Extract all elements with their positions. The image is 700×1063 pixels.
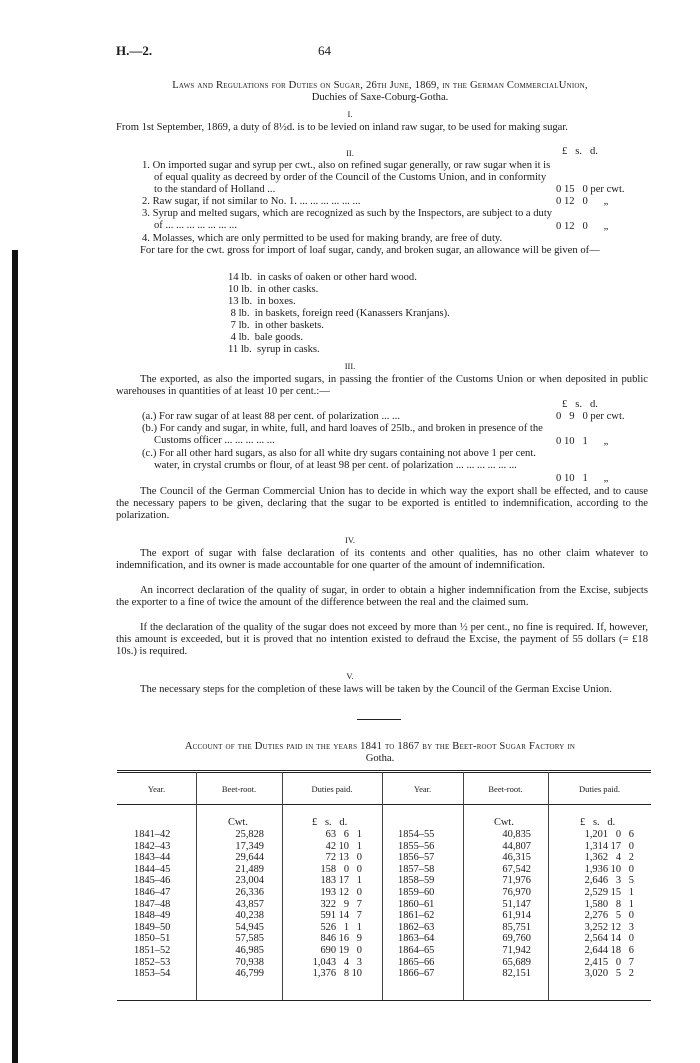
duties-paid-cell: 2,276 5 0 (584, 910, 634, 922)
section-3-intro: The exported, as also the imported sugars, in passing the frontier of the Customs Union or when deposited in public warehouses in quantities of at least 10 per cent.:— (116, 374, 648, 398)
beet-root-cell: 76,970 (502, 886, 531, 898)
year-cell: 1852–53 (134, 956, 171, 968)
column-header-year: Year. (147, 784, 166, 794)
beet-root-cell: 26,336 (235, 886, 264, 898)
duties-paid-cell: 72 13 0 (325, 852, 362, 864)
section-4-paragraph: An incorrect declaration of the quality of sugar, in order to obtain a higher indemnification from the Excise, subjects the exporter to a fine of twice the amount of the difference between the real and the claimed sum. (116, 585, 648, 609)
tare-line: 14 lb. in casks of oaken or other hard wood. (228, 272, 417, 283)
beet-root-cell: 23,004 (235, 875, 264, 887)
beet-root-cell: 71,976 (502, 875, 531, 887)
year-cell: 1847–48 (134, 898, 171, 910)
currency-header-3: £ s. d. (562, 399, 598, 410)
year-cell: 1844–45 (134, 863, 171, 875)
duty-item-2-amount: 0 12 0 „ (556, 196, 609, 207)
account-title-text: Account of the Duties paid in the years 1841 to 1867 by the Beet-root Sugar Factory in (184, 741, 576, 752)
polarization-item-c: (c.) For all other hard sugars, as also for all white dry sugars containing not above 1 per cent. water, in crystal crumbs or flour, of at least 98 per cent. of polarization ... ... ... ... ... ... (142, 448, 536, 472)
unit-cwt: Cwt. (494, 817, 514, 828)
duties-paid-cell: 1,936 10 0 (584, 863, 634, 875)
year-cell: 1846–47 (134, 886, 171, 898)
beet-root-cell: 67,542 (502, 863, 531, 875)
beet-root-cell: 44,807 (502, 840, 531, 852)
tare-intro: For tare for the cwt. gross for import of loaf sugar, candy, and broken sugar, an allowance will be given of— (140, 245, 600, 256)
year-cell: 1861–62 (398, 910, 435, 922)
year-cell: 1863–64 (398, 933, 435, 945)
account-title-line1 (110, 741, 650, 753)
year-cell: 1864–65 (398, 944, 435, 956)
duties-paid-cell: 3,252 12 3 (584, 921, 634, 933)
duties-paid-cell: 1,580 8 1 (584, 898, 634, 910)
section-5-text: The necessary steps for the completion of these laws will be taken by the Council of the German Excise Union. (140, 684, 612, 695)
column-right-years (398, 829, 434, 980)
beet-root-cell: 46,799 (235, 968, 264, 980)
document-title-line2: Duchies of Saxe-Coburg-Gotha. (311, 92, 449, 103)
beet-root-cell: 43,857 (235, 898, 264, 910)
column-header-beet-root: Beet-root. (221, 784, 257, 794)
beet-root-cell: 65,689 (502, 956, 531, 968)
beet-root-cell: 85,751 (502, 921, 531, 933)
duties-paid-cell: 2,415 0 7 (584, 956, 634, 968)
column-left-years (134, 829, 170, 980)
year-cell: 1848–49 (134, 910, 171, 922)
polarization-item-c-amount: 0 10 1 „ (556, 473, 609, 484)
year-cell: 1858–59 (398, 875, 435, 887)
beet-root-cell: 21,489 (235, 863, 264, 875)
account-title-line2: Gotha. (365, 753, 395, 764)
duties-paid-cell: 2,564 14 0 (584, 933, 634, 945)
column-divider (196, 772, 197, 1000)
section-1-text: From 1st September, 1869, a duty of 8½d. is to be levied on inland raw sugar, to be used for making sugar. (116, 122, 568, 133)
tare-line: 7 lb. in other baskets. (228, 320, 324, 331)
duties-paid-cell: 183 17 1 (320, 875, 362, 887)
table-header-rule (117, 804, 651, 805)
beet-root-cell: 29,644 (235, 852, 264, 864)
duties-paid-cell: 591 14 7 (320, 910, 362, 922)
column-divider (548, 772, 549, 1000)
beet-root-cell: 69,760 (502, 933, 531, 945)
tare-line: 8 lb. in baskets, foreign reed (Kanassers Kranjans). (228, 308, 450, 319)
duty-item-2: 2. Raw sugar, if not similar to No. 1. ... ... ... ... ... ... (142, 196, 361, 207)
year-cell: 1842–43 (134, 840, 171, 852)
year-cell: 1856–57 (398, 852, 435, 864)
duties-paid-cell: 2,529 15 1 (584, 886, 634, 898)
section-divider (357, 719, 401, 720)
beet-root-cell: 17,349 (235, 840, 264, 852)
year-cell: 1857–58 (398, 863, 435, 875)
beet-root-cell: 40,238 (235, 910, 264, 922)
section-1-numeral: I. (347, 109, 353, 119)
beet-root-cell: 25,828 (235, 829, 264, 840)
duties-paid-cell: 2,644 18 6 (584, 944, 634, 956)
section-3-numeral: III. (344, 361, 356, 371)
duties-paid-cell: 1,201 0 6 (584, 829, 634, 840)
duties-paid-cell: 1,362 4 2 (584, 852, 634, 864)
polarization-item-b: (b.) For candy and sugar, in white, full, and hard loaves of 25lb., and broken in presence of the Customs officer ... ... ... ... ... (142, 423, 543, 447)
beet-root-cell: 54,945 (235, 921, 264, 933)
section-4-numeral: IV. (345, 535, 355, 545)
duty-item-3: 3. Syrup and melted sugars, which are recognized as such by the Inspectors, are subject to a duty of ... ... ... ... ... ... ... (142, 208, 553, 232)
column-header-year: Year. (413, 784, 432, 794)
beet-root-cell: 82,151 (502, 968, 531, 980)
duties-paid-cell: 1,314 17 0 (584, 840, 634, 852)
duties-paid-cell: 42 10 1 (325, 840, 362, 852)
column-left-duties (284, 829, 362, 980)
section-2-numeral: II. (346, 148, 354, 158)
table-top-rule (117, 770, 651, 771)
duties-paid-cell: 1,376 8 10 (312, 968, 362, 980)
polarization-item-a: (a.) For raw sugar of at least 88 per cent. of polarization ... ... (142, 411, 400, 422)
duties-paid-cell: 193 12 0 (320, 886, 362, 898)
unit-lsd: £ s. d. (312, 817, 348, 828)
section-5-numeral: V. (346, 671, 354, 681)
beet-root-cell: 71,942 (502, 944, 531, 956)
year-cell: 1862–63 (398, 921, 435, 933)
beet-root-cell: 61,914 (502, 910, 531, 922)
document-title-line1: Laws and Regulations for Duties on Sugar, 26th June, 1869, in the German CommercialUnion, (172, 80, 588, 91)
year-cell: 1860–61 (398, 898, 435, 910)
section-3-closing: The Council of the German Commercial Union has to decide in which way the export shall be effected, and to cause the necessary papers to be given, declaring that the sugar to be exported is entitled to indemnification, according to the polarization. (116, 486, 648, 522)
duties-paid-cell: 158 0 0 (320, 863, 362, 875)
tare-line: 11 lb. syrup in casks. (228, 344, 320, 355)
duties-paid-cell: 2,646 3 5 (584, 875, 634, 887)
column-header-beet-root: Beet-root. (488, 784, 523, 794)
duties-paid-cell: 690 19 0 (320, 944, 362, 956)
column-header-duties: Duties paid. (578, 784, 621, 794)
page-code: H.—2. (116, 43, 153, 58)
unit-lsd: £ s. d. (580, 817, 616, 828)
duty-item-3-amount: 0 12 0 „ (556, 221, 609, 232)
beet-root-cell: 46,315 (502, 852, 531, 864)
year-cell: 1855–56 (398, 840, 435, 852)
currency-header-2: £ s. d. (562, 146, 598, 157)
year-cell: 1849–50 (134, 921, 171, 933)
duties-paid-cell: 1,043 4 3 (312, 956, 362, 968)
beet-root-cell: 51,147 (502, 898, 531, 910)
unit-cwt: Cwt. (228, 817, 248, 828)
year-cell: 1865–66 (398, 956, 435, 968)
column-divider (382, 772, 383, 1000)
year-cell: 1845–46 (134, 875, 171, 887)
tare-line: 13 lb. in boxes. (228, 296, 296, 307)
year-cell: 1866–67 (398, 968, 435, 980)
column-divider (282, 772, 283, 1000)
year-cell: 1851–52 (134, 944, 171, 956)
duties-paid-cell: 3,020 5 2 (584, 968, 634, 980)
year-cell: 1850–51 (134, 933, 171, 945)
duties-paid-cell: 846 16 9 (320, 933, 362, 945)
column-divider (463, 772, 464, 1000)
section-4-paragraph: If the declaration of the quality of the sugar does not exceed by more than ½ per cent., no fine is required. If, however, this amount is exceeded, but it is proved that no intention existed to defraud the Excise, the payment of 55 dollars (= £18 10s.) is required. (116, 622, 648, 658)
beet-root-cell: 57,585 (235, 933, 264, 945)
polarization-item-a-amount: 0 9 0 per cwt. (556, 411, 625, 422)
duties-paid-cell: 526 1 1 (320, 921, 362, 933)
beet-root-cell: 70,938 (235, 956, 264, 968)
tare-line: 10 lb. in other casks. (228, 284, 319, 295)
year-cell: 1854–55 (398, 829, 435, 840)
year-cell: 1859–60 (398, 886, 435, 898)
column-header-duties: Duties paid. (311, 784, 353, 794)
section-4-paragraph: The export of sugar with false declaration of its contents and other qualities, has no other claim whatever to indemnification, and its owner is made accountable for one quarter of the amount of indemnification. (116, 548, 648, 572)
year-cell: 1853–54 (134, 968, 171, 980)
polarization-item-b-amount: 0 10 1 „ (556, 436, 609, 447)
duty-item-4: 4. Molasses, which are only permitted to be used for making brandy, are free of duty. (142, 233, 503, 244)
duties-paid-cell: 63 6 1 (325, 829, 362, 840)
column-left-beet (200, 829, 264, 980)
duty-item-1-amount: 0 15 0 per cwt. (556, 184, 625, 195)
duty-item-1: 1. On imported sugar and syrup per cwt., also on refined sugar generally, or raw sugar when it is of equal quality as decreed by order of the Council of the Customs Union, and in conformity to the standard of Holland ... (142, 160, 551, 196)
table-top-rule-double (117, 772, 651, 773)
year-cell: 1843–44 (134, 852, 171, 864)
tare-line: 4 lb. bale goods. (228, 332, 304, 343)
duties-paid-cell: 322 9 7 (320, 898, 362, 910)
year-cell: 1841–42 (134, 829, 171, 840)
beet-root-cell: 46,985 (235, 944, 264, 956)
table-bottom-rule (117, 1000, 651, 1001)
page-number: 64 (318, 43, 331, 58)
column-right-duties (552, 829, 634, 980)
beet-root-cell: 40,835 (502, 829, 531, 840)
column-right-beet (467, 829, 531, 980)
